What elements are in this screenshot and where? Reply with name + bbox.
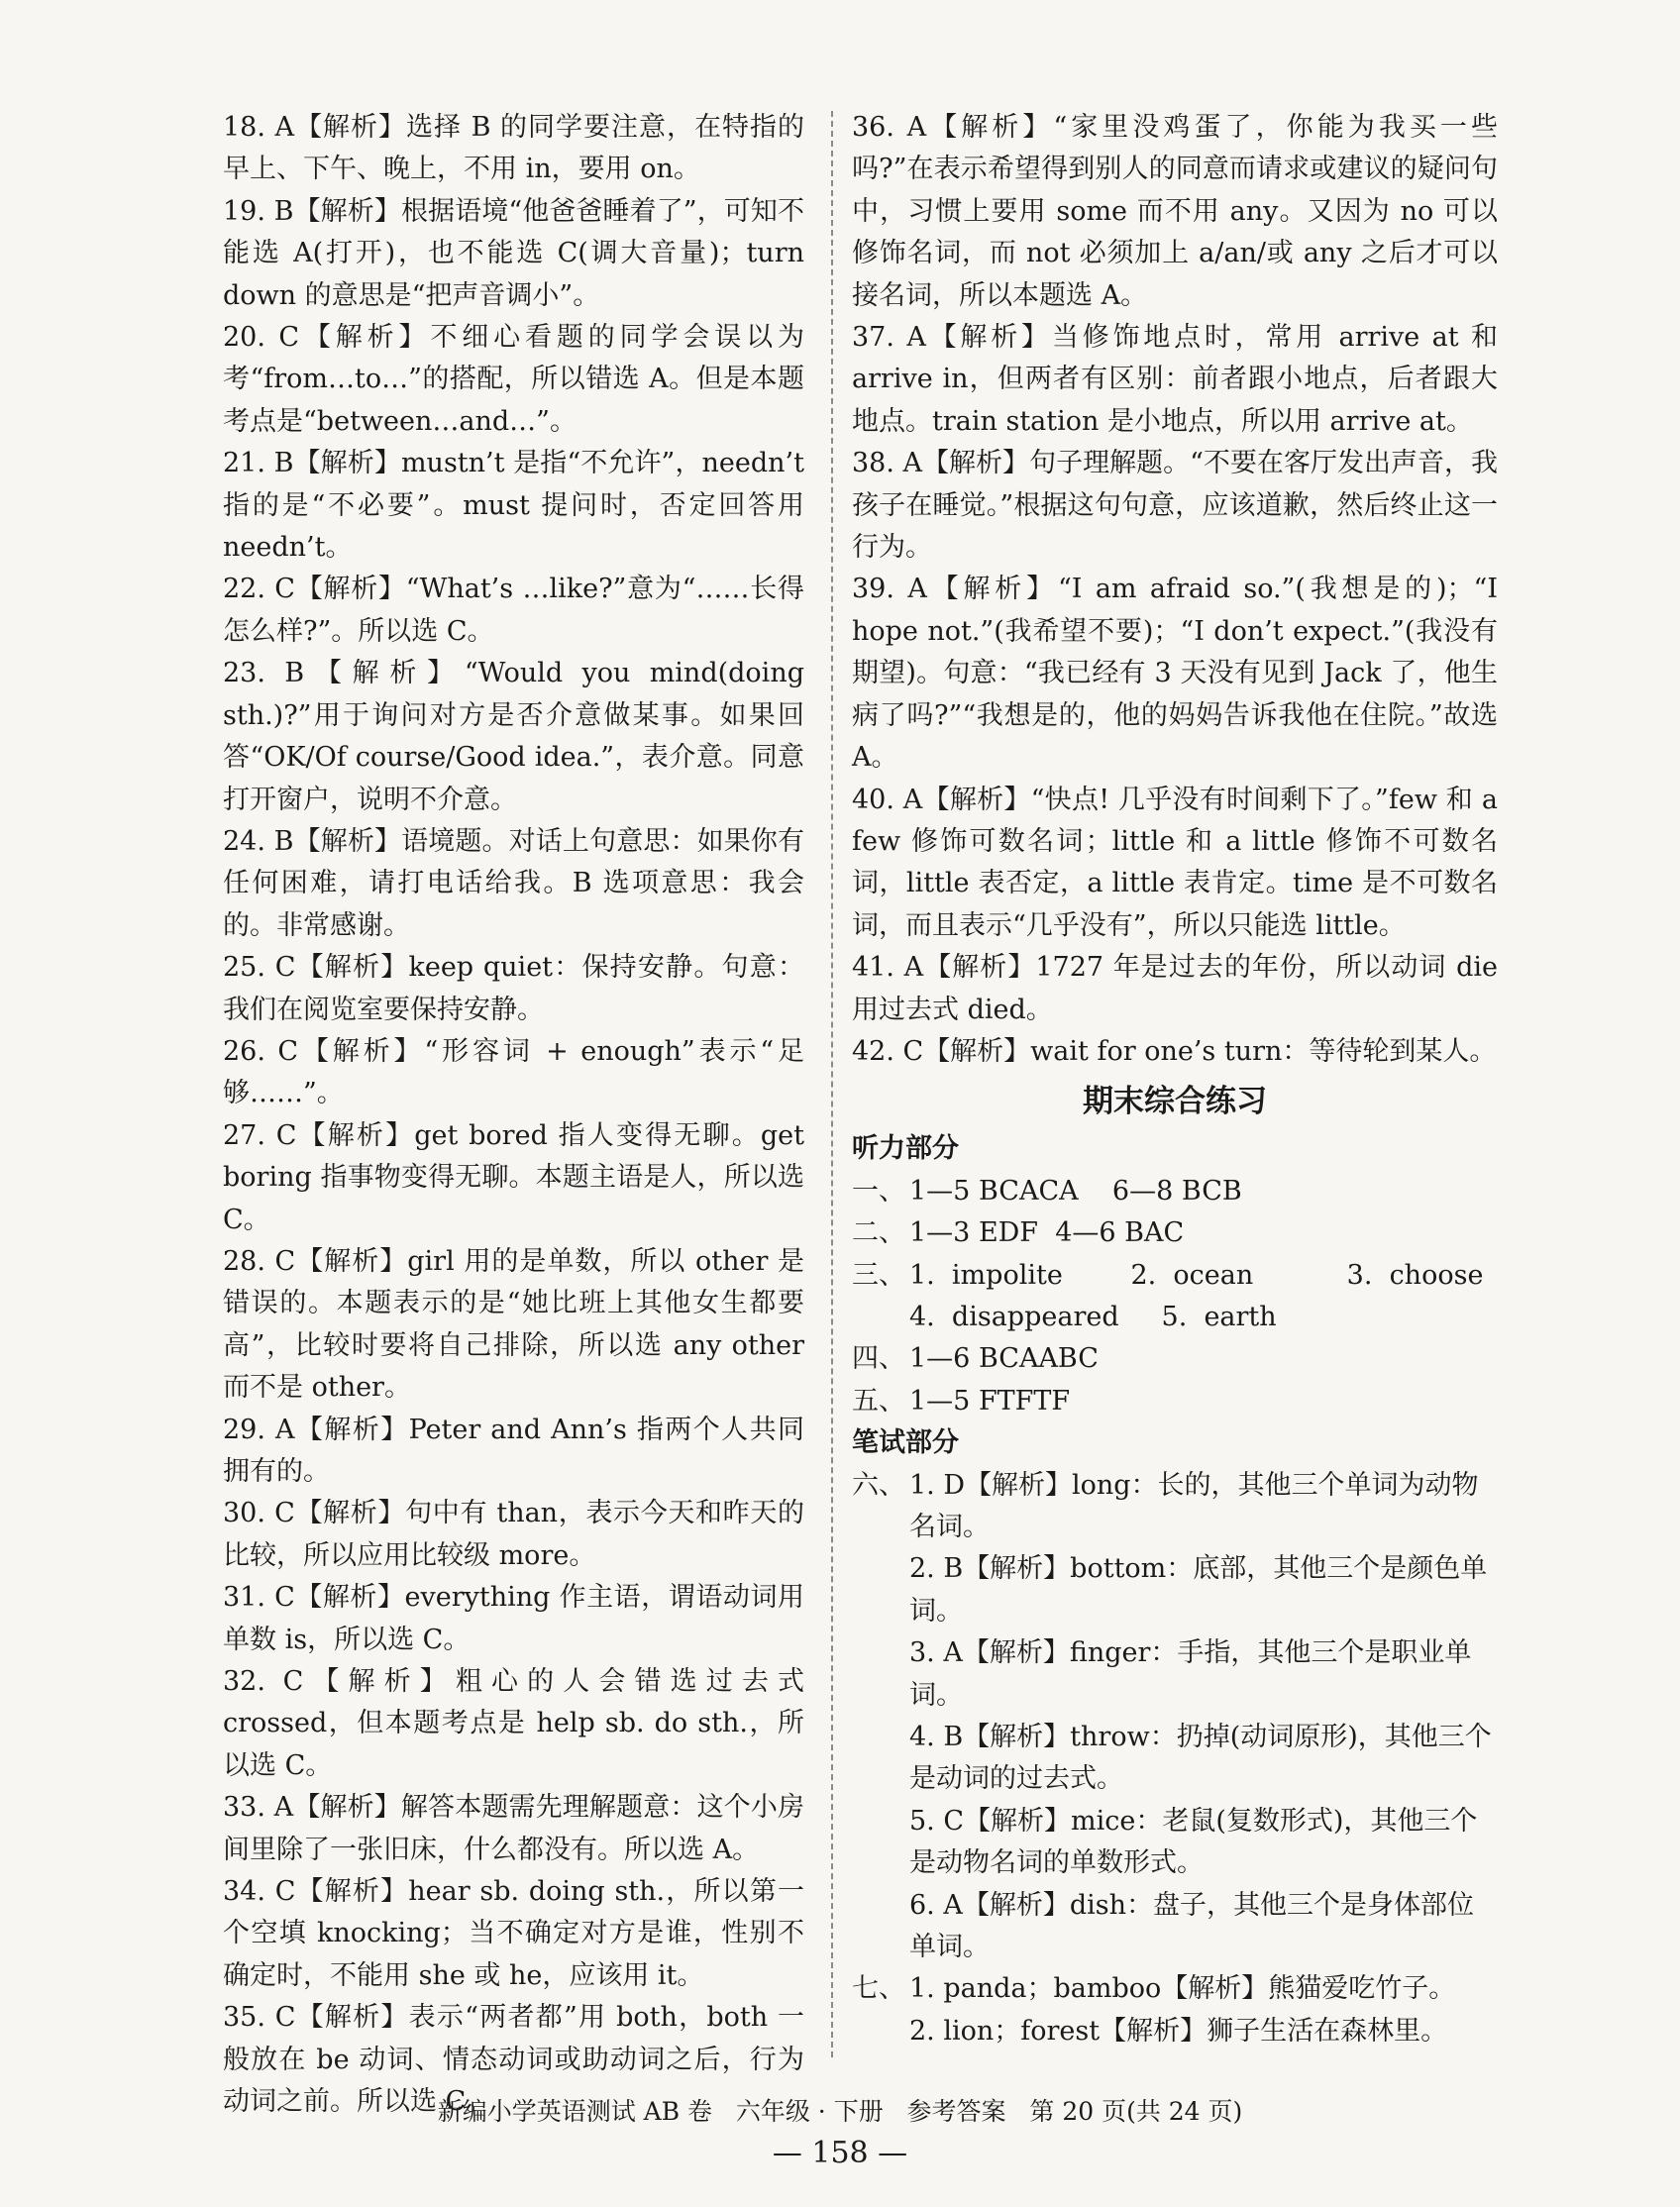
answer-item: 39. A【解析】“I am afraid so.”(我想是的)；“I hope not.”(我希望不要)；“I don’t expect.”(我没有期望)。句意：“我已经有 3 天没有见到 Jack 了，他生病了吗?”“我想是的，他的妈妈告诉我他在住院。”故选 A。 [852, 574, 1498, 774]
written-row [852, 1465, 1498, 1549]
answer-item: 34. C【解析】hear sb. doing sth.，所以第一个空填 knocking；当不确定对方是谁，性别不确定时，不能用 she 或 he，应该用 it。 [223, 1876, 804, 1991]
answer-item: 23. B【解析】“Would you mind(doing sth.)?”用于询问对方是否介意做某事。如果回答“OK/Of course/Good idea.”，表介意。同意打开窗户，说明不介意。 [223, 658, 804, 815]
row-text: 1—6 BCAABC [909, 1343, 1099, 1375]
listening-row [852, 1171, 1498, 1212]
answer-item: 40. A【解析】“快点! 几乎没有时间剩下了。”few 和 a few 修饰可数名词；little 和 a little 修饰不可数名词，little 表否定，a little 表肯定。time 是不可数名词，而且表示“几乎没有”，所以只能选 little。 [852, 784, 1498, 941]
answer-item: 30. C【解析】句中有 than，表示今天和昨天的比较，所以应用比较级 more。 [223, 1498, 804, 1571]
written-row [852, 1548, 1498, 1632]
written-row [852, 1801, 1498, 1885]
row-label [852, 1297, 909, 1338]
written-row [852, 1717, 1498, 1801]
row-text: 6. A【解析】dish：盘子，其他三个是身体部位单词。 [909, 1889, 1475, 1963]
row-text: 1—5 BCACA 6—8 BCB [909, 1175, 1242, 1207]
answer-item: 27. C【解析】get bored 指人变得无聊。get boring 指事物变得无聊。本题主语是人，所以选 C。 [223, 1119, 804, 1235]
answer-item: 24. B【解析】语境题。对话上句意思：如果你有任何困难，请打电话给我。B 选项意思：我会的。非常感谢。 [223, 825, 804, 941]
answer-item: 19. B【解析】根据语境“他爸爸睡着了”，可知不能选 A(打开)，也不能选 C(调大音量)；turn down 的意思是“把声音调小”。 [223, 195, 804, 311]
row-label: 一、 [852, 1175, 905, 1207]
right-column [852, 107, 1498, 2052]
written-row [852, 1968, 1498, 2010]
answer-item: 18. A【解析】选择 B 的同学要注意，在特指的早上、下午、晚上，不用 in，要用 on。 [223, 112, 804, 185]
listening-heading: 听力部分 [852, 1133, 959, 1165]
written-row [852, 1632, 1498, 1717]
row-text: 1—5 FTFTF [909, 1385, 1071, 1417]
row-text: 2. B【解析】bottom：底部，其他三个是颜色单词。 [909, 1553, 1488, 1627]
row-label: 四、 [852, 1343, 905, 1375]
row-text: 4. disappeared 5. earth [909, 1301, 1277, 1332]
answer-item: 28. C【解析】girl 用的是单数，所以 other 是错误的。本题表示的是“她比班上其他女生都要高”，比较时要将自己排除，所以选 any other 而不是 other。 [223, 1245, 804, 1404]
answer-item: 21. B【解析】mustn’t 是指“不允许”，needn’t 指的是“不必要”。must 提问时，否定回答用 needn’t。 [223, 448, 804, 564]
row-label: 五、 [852, 1385, 905, 1417]
answer-item: 31. C【解析】everything 作主语，谓语动词用单数 is，所以选 C。 [223, 1582, 804, 1655]
answer-item: 22. C【解析】“What’s …like?”意为“……长得怎么样?”。所以选 C。 [223, 574, 804, 647]
answer-item: 35. C【解析】表示“两者都”用 both，both 一般放在 be 动词、情态动词或助动词之后，行为动词之前。所以选 C。 [223, 2002, 804, 2118]
row-text: 5. C【解析】mice：老鼠(复数形式)，其他三个是动物名词的单数形式。 [909, 1805, 1478, 1879]
answer-item: 42. C【解析】wait for one’s turn：等待轮到某人。 [852, 1035, 1497, 1067]
row-text: 4. B【解析】throw：扔掉(动词原形)，其他三个是动词的过去式。 [909, 1722, 1492, 1795]
page-footer: 新编小学英语测试 AB 卷 六年级 · 下册 参考答案 第 20 页(共 24 页) [437, 2097, 1243, 2126]
written-row [852, 1885, 1498, 1969]
row-text: 3. A【解析】finger：手指，其他三个是职业单词。 [909, 1637, 1472, 1711]
answer-item: 38. A【解析】句子理解题。“不要在客厅发出声音，我孩子在睡觉。”根据这句句意，应该道歉，然后终止这一行为。 [852, 448, 1498, 564]
answer-item: 20. C【解析】不细心看题的同学会误以为考“from…to…”的搭配，所以错选 A。但是本题考点是“between…and…”。 [223, 322, 804, 437]
answer-item: 36. A【解析】“家里没鸡蛋了，你能为我买一些吗?”在表示希望得到别人的同意而请求或建议的疑问句中，习惯上要用 some 而不用 any。又因为 no 可以修饰名词，而 not 必须加上 a/an/或 any 之后才可以接名词，所以本题选 A。 [852, 112, 1498, 311]
section-title: 期末综合练习 [1083, 1084, 1267, 1120]
listening-row [852, 1212, 1498, 1254]
written-heading: 笔试部分 [852, 1427, 959, 1459]
answer-item: 37. A【解析】当修饰地点时，常用 arrive at 和 arrive in，但两者有区别：前者跟小地点，后者跟大地点。train station 是小地点，所以用 arrive at。 [852, 322, 1498, 437]
answer-item: 33. A【解析】解答本题需先理解题意：这个小房间里除了一张旧床，什么都没有。所以选 A。 [223, 1792, 804, 1865]
answer-item: 25. C【解析】keep quiet：保持安静。句意：我们在阅览室要保持安静。 [223, 952, 804, 1025]
listening-row [852, 1255, 1498, 1297]
left-column [223, 107, 804, 2124]
listening-row [852, 1338, 1498, 1380]
row-text: 2. lion；forest【解析】狮子生活在森林里。 [909, 2015, 1448, 2047]
answer-item: 32. C【解析】粗心的人会错选过去式 crossed，但本题考点是 help sb. do sth.，所以选 C。 [223, 1666, 804, 1781]
row-label: 二、 [852, 1217, 905, 1249]
row-label: 六、 [852, 1469, 905, 1501]
listening-row [852, 1297, 1498, 1338]
row-label: 七、 [852, 1973, 905, 2005]
written-row [852, 2011, 1498, 2052]
listening-row [852, 1381, 1498, 1422]
row-text: 1—3 EDF 4—6 BAC [909, 1217, 1185, 1249]
column-divider [831, 111, 833, 2057]
row-label: 三、 [852, 1259, 905, 1291]
row-text: 1. panda；bamboo【解析】熊猫爱吃竹子。 [909, 1973, 1456, 2005]
row-text: 1. D【解析】long：长的，其他三个单词为动物名词。 [909, 1469, 1479, 1542]
answer-item: 41. A【解析】1727 年是过去的年份，所以动词 die 用过去式 died。 [852, 952, 1498, 1025]
answer-item: 29. A【解析】Peter and Ann’s 指两个人共同拥有的。 [223, 1414, 804, 1487]
answer-item: 26. C【解析】“形容词 + enough”表示“足够……”。 [223, 1035, 804, 1109]
page-number: — 158 — [772, 2136, 908, 2170]
row-text: 1. impolite 2. ocean 3. choose [909, 1259, 1484, 1291]
